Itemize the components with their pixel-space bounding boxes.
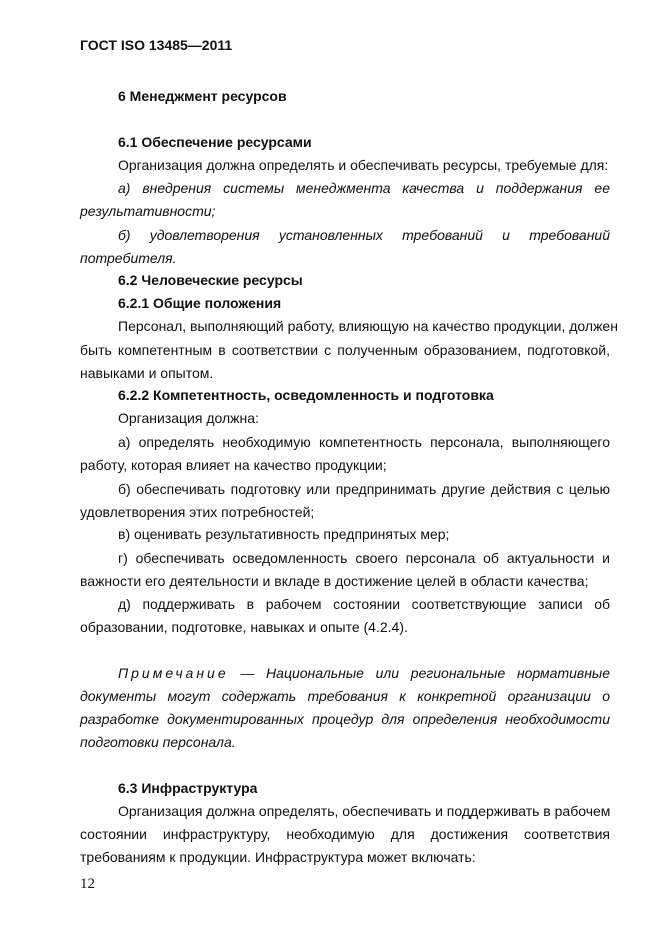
paragraph-line: требованиям к продукции. Инфраструктура может включать: — [80, 849, 476, 865]
note-line — [118, 664, 610, 682]
note-label: Примечание — [118, 665, 229, 681]
list-item-line: а) внедрения системы менеджмента качества и поддержания ее — [118, 180, 610, 196]
list-item-line: результативности; — [80, 203, 216, 219]
section-6-2-2-heading: 6.2.2 Компетентность, осведомленность и подготовка — [118, 387, 494, 403]
paragraph-line: Персонал, выполняющий работу, влияющую на качество продукции, должен — [118, 318, 618, 334]
list-item-line: образовании, подготовке, навыках и опыте (4.2.4). — [80, 619, 408, 635]
list-item-line: работу, которая влияет на качество продукции; — [80, 457, 387, 473]
note-line: разработке документированных процедур для определения необходимости — [80, 711, 610, 727]
note-line: подготовки персонала. — [80, 734, 236, 750]
list-item-line: потребителя. — [80, 250, 177, 266]
section-6-2-1-heading: 6.2.1 Общие положения — [118, 295, 282, 311]
paragraph-line: Организация должна определять и обеспечивать ресурсы, требуемые для: — [118, 157, 609, 173]
paragraph-line: быть компетентным в соответствии с полученным образованием, подготовкой, — [80, 342, 610, 358]
list-item-line: удовлетворения этих потребностей; — [80, 504, 315, 520]
list-item-line: г) обеспечивать осведомленность своего персонала об актуальности и — [118, 550, 610, 566]
section-6-1-heading: 6.1 Обеспечение ресурсами — [118, 134, 312, 150]
list-item-line: важности его деятельности и вкладе в достижение целей в области качества; — [80, 573, 589, 589]
paragraph-line: Организация должна определять, обеспечивать и поддерживать в рабочем — [118, 803, 611, 819]
note-line: документы могут содержать требования к конкретной организации о — [80, 688, 610, 704]
document-header: ГОСТ ISO 13485—2011 — [80, 37, 233, 53]
section-6-heading: 6 Менеджмент ресурсов — [118, 88, 287, 104]
paragraph-line: состоянии инфраструктуру, необходимую для достижения соответствия — [80, 826, 610, 842]
paragraph-line: Организация должна: — [118, 410, 259, 426]
list-item-line: д) поддерживать в рабочем состоянии соответствующие записи об — [118, 596, 610, 612]
section-6-3-heading: 6.3 Инфраструктура — [118, 780, 258, 796]
note-text: — Национальные или региональные нормативные — [228, 665, 610, 681]
list-item-line: б) обеспечивать подготовку или предпринимать другие действия с целью — [118, 481, 610, 497]
list-item-line: в) оценивать результативность предпринятых мер; — [118, 526, 450, 542]
paragraph-line: навыками и опытом. — [80, 365, 214, 381]
list-item-line: б) удовлетворения установленных требований и требований — [118, 227, 610, 243]
list-item-line: а) определять необходимую компетентность персонала, выполняющего — [118, 434, 610, 450]
section-6-2-heading: 6.2 Человеческие ресурсы — [118, 272, 303, 288]
page-number: 12 — [80, 876, 95, 892]
